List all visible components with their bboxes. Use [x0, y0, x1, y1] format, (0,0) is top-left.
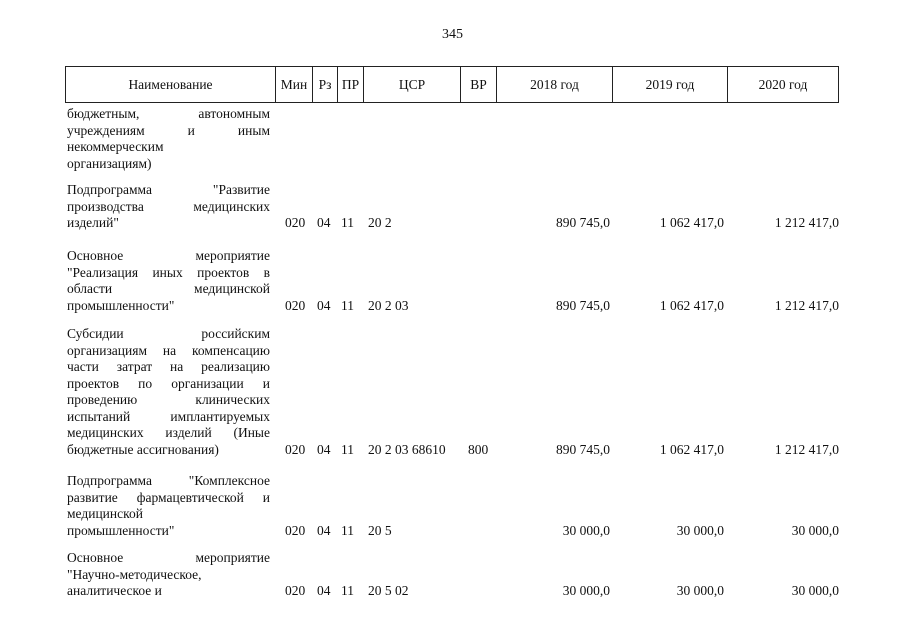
table-header — [65, 66, 839, 103]
row-name — [67, 182, 270, 232]
header-2018: 2018 год — [497, 67, 613, 102]
header-name: Наименование — [66, 67, 276, 102]
row-pr: 11 — [341, 583, 354, 598]
row-name-line: промышленности" — [67, 297, 175, 313]
row-vr: 800 — [468, 441, 489, 457]
row-name-line: Подпрограмма "Развитие — [67, 182, 270, 197]
row-name — [67, 248, 270, 314]
row-csr: 20 5 — [368, 522, 392, 538]
row-csr: 20 5 02 — [368, 583, 409, 598]
row-name-line: развитие фармацевтической и — [67, 489, 270, 505]
row-min: 020 — [285, 297, 306, 313]
row-min: 020 — [285, 583, 306, 598]
row-pr: 11 — [341, 441, 354, 457]
row-2019: 1 062 417,0 — [659, 297, 724, 313]
row-csr: 20 2 03 — [368, 297, 409, 313]
row-name-line: проектов по организации и — [67, 375, 270, 391]
row-name-line: производства медицинских — [67, 198, 270, 214]
row-name — [67, 550, 270, 600]
row-2019: 1 062 417,0 — [659, 215, 724, 230]
row-rz: 04 — [317, 441, 331, 457]
page-number: 345 — [442, 27, 463, 42]
row-2020: 1 212 417,0 — [774, 297, 839, 313]
row-rz: 04 — [317, 583, 331, 598]
row-csr: 20 2 03 68610 — [368, 441, 446, 457]
header-min: Мин — [276, 67, 313, 102]
header-csr: ЦСР — [364, 67, 461, 102]
row-2019: 30 000,0 — [676, 583, 724, 598]
row-2018: 890 745,0 — [556, 215, 610, 230]
row-name-line: бюджетные ассигнования) — [67, 441, 219, 457]
row-min: 020 — [285, 441, 306, 457]
row-pr: 11 — [341, 297, 354, 313]
row-2019: 30 000,0 — [676, 522, 724, 538]
row-name-line: организациям) — [67, 155, 152, 171]
row-name-line: промышленности" — [67, 522, 175, 538]
row-name-line: Основное мероприятие — [67, 248, 270, 263]
row-name-line: "Реализация иных проектов в — [67, 264, 270, 280]
row-min: 020 — [285, 522, 306, 538]
row-2018: 30 000,0 — [562, 583, 610, 598]
row-2020: 30 000,0 — [791, 583, 839, 598]
row-pr: 11 — [341, 522, 354, 538]
row-2020: 30 000,0 — [791, 522, 839, 538]
row-rz: 04 — [317, 215, 331, 230]
row-name-line: аналитическое и — [67, 583, 162, 598]
row-name-line: проведению клинических — [67, 392, 270, 407]
row-name-line: бюджетным, автономным — [67, 106, 270, 121]
row-min: 020 — [285, 215, 306, 230]
row-name-line: части затрат на реализацию — [67, 359, 270, 374]
row-name-line: области медицинской — [67, 281, 270, 296]
row-2018: 890 745,0 — [556, 297, 610, 313]
header-2020: 2020 год — [758, 77, 808, 92]
row-pr: 11 — [341, 215, 354, 230]
row-name-line: Подпрограмма "Комплексное — [67, 473, 270, 488]
row-2020: 1 212 417,0 — [774, 441, 839, 457]
row-name-line: учреждениям и иным — [67, 122, 270, 138]
row-name — [67, 326, 270, 458]
row-name-line: Субсидии российским — [67, 326, 270, 341]
row-name-line: испытаний имплантируемых — [67, 408, 270, 424]
row-rz: 04 — [317, 522, 331, 538]
header-pr: ПР — [338, 67, 364, 102]
row-name — [67, 106, 270, 172]
row-name-line: Основное мероприятие — [67, 550, 270, 565]
row-name-line: некоммерческим — [67, 139, 164, 154]
header-vr: ВР — [461, 67, 497, 102]
row-rz: 04 — [317, 297, 331, 313]
row-2019: 1 062 417,0 — [659, 441, 724, 457]
header-rz: Рз — [313, 67, 338, 102]
row-name — [67, 473, 270, 539]
row-name-line: изделий" — [67, 215, 119, 230]
row-2018: 890 745,0 — [556, 441, 610, 457]
row-name-line: "Научно-методическое, — [67, 566, 202, 582]
row-name-line: организациям на компенсацию — [67, 342, 270, 358]
header-2019: 2019 год — [613, 67, 728, 102]
row-name-line: медицинских изделий (Иные — [67, 425, 270, 440]
row-name-line: медицинской — [67, 506, 143, 521]
row-2018: 30 000,0 — [562, 522, 610, 538]
row-csr: 20 2 — [368, 215, 392, 230]
row-2020: 1 212 417,0 — [774, 215, 839, 230]
